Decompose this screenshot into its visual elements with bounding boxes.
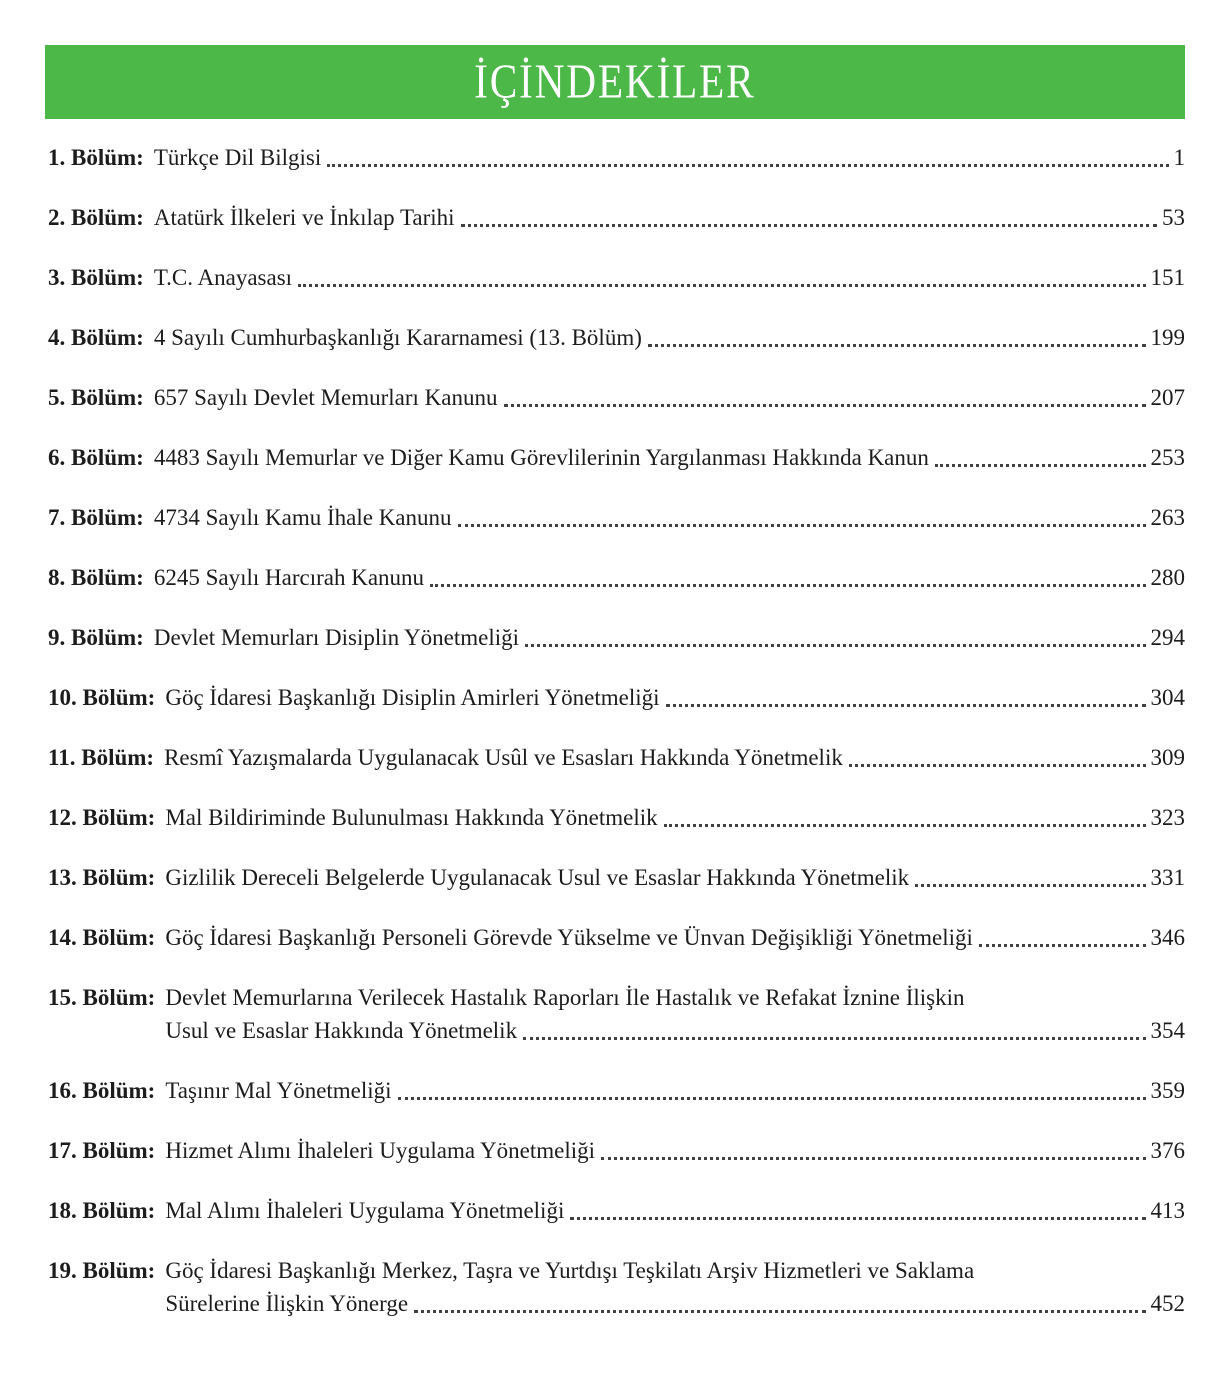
toc-entry-title-line: Göç İdaresi Başkanlığı Merkez, Taşra ve Yurtdışı Teşkilatı Arşiv Hizmetleri ve Saklama <box>165 1258 975 1283</box>
toc-entry-page-number: 207 <box>1150 385 1185 410</box>
toc-entry <box>48 861 1185 894</box>
toc-entry-title: Sürelerine İlişkin Yönerge <box>165 1291 409 1316</box>
toc-entry <box>48 261 1185 294</box>
toc-entry-number-label: 12. Bölüm: <box>48 805 156 830</box>
toc-entry-title: Türkçe Dil Bilgisi <box>153 145 322 170</box>
toc-entry <box>48 921 1185 954</box>
toc-entry-title-line <box>165 1074 1185 1107</box>
toc-entry <box>48 981 1185 1047</box>
toc-entry-page-number: 304 <box>1150 685 1185 710</box>
toc-entry-page-number: 359 <box>1150 1078 1185 1103</box>
toc-entry-page-number: 1 <box>1173 145 1185 170</box>
toc-header-banner <box>45 45 1185 119</box>
toc-entry-body <box>154 441 1185 474</box>
dotted-leader <box>648 344 1146 347</box>
toc-entry-title: Göç İdaresi Başkanlığı Personeli Görevde Yükselme ve Ünvan Değişikliği Yönetmeliği <box>165 925 973 950</box>
toc-entry-title-line <box>154 201 1185 234</box>
toc-entry-title-line <box>154 261 1185 294</box>
toc-entry <box>48 741 1185 774</box>
toc-entry <box>48 621 1185 654</box>
toc-entry-body <box>154 321 1185 354</box>
toc-entry <box>48 1194 1185 1227</box>
dotted-leader <box>414 1310 1145 1313</box>
toc-entry-body <box>154 561 1185 594</box>
toc-entry-title: 6245 Sayılı Harcırah Kanunu <box>153 565 425 590</box>
dotted-leader <box>935 464 1146 467</box>
toc-entry-title-line <box>165 681 1185 714</box>
toc-entry-number-label: 9. Bölüm: <box>48 625 144 650</box>
toc-entry <box>48 1254 1185 1320</box>
toc-entry-page-number: 452 <box>1150 1291 1185 1316</box>
toc-entry <box>48 201 1185 234</box>
toc-entry-number-label: 19. Bölüm: <box>48 1258 156 1283</box>
toc-entry-number-label: 10. Bölüm: <box>48 685 156 710</box>
toc-entry-title: Taşınır Mal Yönetmeliği <box>165 1078 392 1103</box>
toc-entry-title-line <box>154 621 1185 654</box>
page-title: İÇİNDEKİLER <box>474 54 756 110</box>
toc-entry-title-line <box>154 141 1185 174</box>
dotted-leader <box>430 584 1145 587</box>
dotted-leader <box>915 884 1145 887</box>
toc-entry <box>48 141 1185 174</box>
dotted-leader <box>298 284 1145 287</box>
toc-entry-title-line <box>165 801 1185 834</box>
toc-entry-body <box>154 621 1185 654</box>
toc-entry-page-number: 376 <box>1150 1138 1185 1163</box>
toc-entry-number-label: 15. Bölüm: <box>48 985 156 1010</box>
toc-entry <box>48 801 1185 834</box>
toc-entry-body <box>165 1074 1185 1107</box>
dotted-leader <box>458 524 1146 527</box>
toc-entry-number-label: 5. Bölüm: <box>48 385 144 410</box>
toc-entry-body <box>154 141 1185 174</box>
toc-entry-title: Devlet Memurları Disiplin Yönetmeliği <box>153 625 520 650</box>
toc-entry <box>48 321 1185 354</box>
dotted-leader <box>461 224 1157 227</box>
toc-entry-title-line <box>165 1194 1185 1227</box>
toc-entry-body <box>154 501 1185 534</box>
toc-entry-number-label: 3. Bölüm: <box>48 265 144 290</box>
toc-entry <box>48 501 1185 534</box>
toc-entry-page-number: 323 <box>1150 805 1185 830</box>
toc-entry-page-number: 354 <box>1150 1018 1185 1043</box>
toc-entry-title: 4 Sayılı Cumhurbaşkanlığı Kararnamesi (13. Bölüm) <box>153 325 642 350</box>
dotted-leader <box>849 764 1146 767</box>
dotted-leader <box>523 1037 1145 1040</box>
toc-entry-body <box>165 1254 1185 1320</box>
toc-entry-body <box>165 981 1185 1047</box>
toc-entry <box>48 441 1185 474</box>
toc-entry-number-label: 16. Bölüm: <box>48 1078 156 1103</box>
dotted-leader <box>664 824 1146 827</box>
toc-entry-title-line <box>165 861 1185 894</box>
toc-entry-body <box>165 861 1185 894</box>
toc-entry-body <box>165 1134 1185 1167</box>
toc-entry-title: 657 Sayılı Devlet Memurları Kanunu <box>153 385 498 410</box>
dotted-leader <box>398 1097 1146 1100</box>
toc-entry-number-label: 1. Bölüm: <box>48 145 144 170</box>
toc-entry-body <box>165 801 1185 834</box>
dotted-leader <box>601 1157 1146 1160</box>
dotted-leader <box>666 704 1146 707</box>
toc-entry-body <box>165 681 1185 714</box>
toc-entry-body <box>154 261 1185 294</box>
toc-entry <box>48 1074 1185 1107</box>
toc-entry-title-line <box>165 1134 1185 1167</box>
dotted-leader <box>504 404 1146 407</box>
toc-entry <box>48 561 1185 594</box>
toc-entry-title-line <box>154 381 1185 414</box>
toc-entry-title-line <box>154 501 1185 534</box>
toc-entry-title: Atatürk İlkeleri ve İnkılap Tarihi <box>153 205 455 230</box>
toc-entry-page-number: 413 <box>1150 1198 1185 1223</box>
toc-entry-number-label: 17. Bölüm: <box>48 1138 156 1163</box>
toc-entry-title: Göç İdaresi Başkanlığı Disiplin Amirleri Yönetmeliği <box>165 685 660 710</box>
dotted-leader <box>979 944 1146 947</box>
toc-entry-page-number: 199 <box>1150 325 1185 350</box>
toc-entry-page-number: 280 <box>1150 565 1185 590</box>
toc-entry-page-number: 151 <box>1150 265 1185 290</box>
toc-entry-page-number: 253 <box>1150 445 1185 470</box>
toc-entry-number-label: 13. Bölüm: <box>48 865 156 890</box>
toc-entry-page-number: 294 <box>1150 625 1185 650</box>
toc-entry <box>48 381 1185 414</box>
toc-entry-page-number: 263 <box>1150 505 1185 530</box>
toc-entry-number-label: 18. Bölüm: <box>48 1198 156 1223</box>
dotted-leader <box>525 644 1145 647</box>
toc-entry-body <box>165 1194 1185 1227</box>
toc-entry-title-line <box>165 1014 1185 1047</box>
toc-entry-page-number: 346 <box>1150 925 1185 950</box>
toc-entry-number-label: 11. Bölüm: <box>48 745 155 770</box>
toc-entry-title-line <box>165 921 1185 954</box>
toc-list <box>45 141 1185 1320</box>
toc-entry-title: T.C. Anayasası <box>153 265 293 290</box>
toc-entry-body <box>154 381 1185 414</box>
toc-entry-page-number: 309 <box>1150 745 1185 770</box>
toc-entry-body <box>165 921 1185 954</box>
toc-entry-number-label: 8. Bölüm: <box>48 565 144 590</box>
toc-entry-title-line <box>154 321 1185 354</box>
toc-entry-body <box>154 201 1185 234</box>
toc-entry-title: 4483 Sayılı Memurlar ve Diğer Kamu Görevlilerinin Yargılanması Hakkında Kanun <box>153 445 929 470</box>
toc-entry-body <box>164 741 1185 774</box>
toc-entry-title: Usul ve Esaslar Hakkında Yönetmelik <box>165 1018 518 1043</box>
dotted-leader <box>570 1217 1145 1220</box>
toc-entry-title: 4734 Sayılı Kamu İhale Kanunu <box>153 505 452 530</box>
toc-entry-title-line: Devlet Memurlarına Verilecek Hastalık Raporları İle Hastalık ve Refakat İznine İlişkin <box>165 985 965 1010</box>
toc-entry-title: Resmî Yazışmalarda Uygulanacak Usûl ve Esasları Hakkında Yönetmelik <box>164 745 843 770</box>
toc-entry-page-number: 53 <box>1162 205 1185 230</box>
toc-entry <box>48 681 1185 714</box>
toc-entry-number-label: 14. Bölüm: <box>48 925 156 950</box>
toc-entry-title: Mal Alımı İhaleleri Uygulama Yönetmeliği <box>165 1198 565 1223</box>
toc-entry-title-line <box>165 1287 1185 1320</box>
toc-entry-title-line <box>164 741 1185 774</box>
toc-entry-number-label: 4. Bölüm: <box>48 325 144 350</box>
dotted-leader <box>327 164 1168 167</box>
toc-entry <box>48 1134 1185 1167</box>
toc-entry-title-line <box>154 441 1185 474</box>
toc-entry-number-label: 7. Bölüm: <box>48 505 144 530</box>
toc-entry-number-label: 6. Bölüm: <box>48 445 144 470</box>
toc-entry-number-label: 2. Bölüm: <box>48 205 144 230</box>
toc-entry-title-line <box>154 561 1185 594</box>
toc-entry-title: Gizlilik Dereceli Belgelerde Uygulanacak Usul ve Esaslar Hakkında Yönetmelik <box>165 865 910 890</box>
toc-entry-page-number: 331 <box>1150 865 1185 890</box>
toc-entry-title: Mal Bildiriminde Bulunulması Hakkında Yönetmelik <box>165 805 658 830</box>
toc-entry-title: Hizmet Alımı İhaleleri Uygulama Yönetmeliği <box>165 1138 595 1163</box>
